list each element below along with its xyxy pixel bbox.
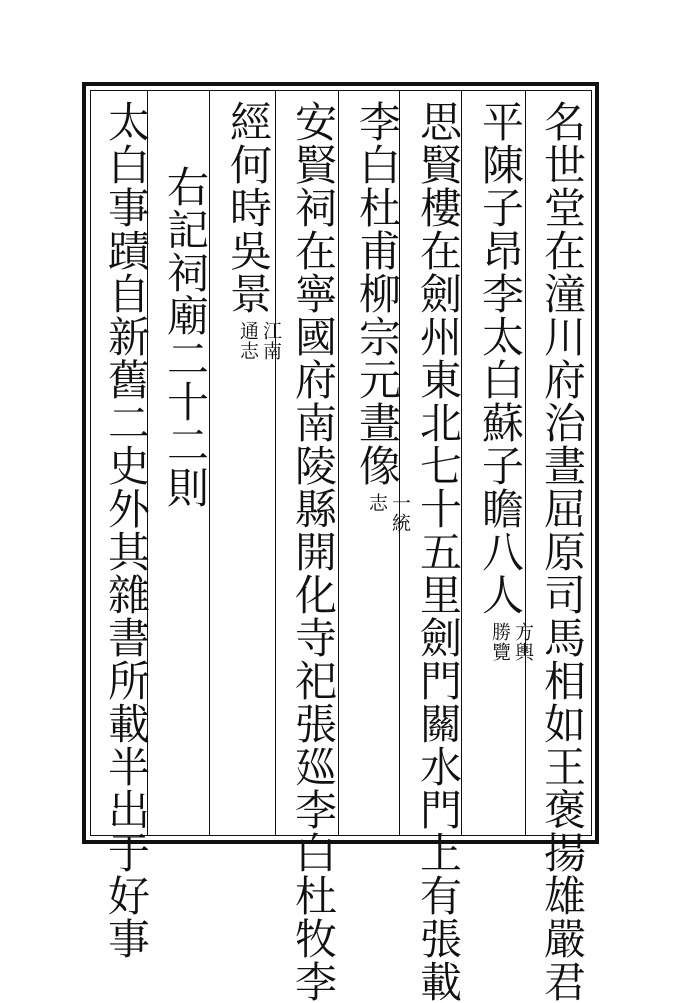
text-column [347, 100, 411, 542]
column-text: 安賢祠在寧國府南陵縣開化寺祀張廵李白杜牧李 [289, 100, 338, 1003]
source-note: 一統志 [366, 493, 411, 533]
text-column [470, 100, 534, 671]
column-text: 平陳子昂李太白蘇子瞻八人 [476, 100, 525, 616]
column-text: 太白事蹟自新舊二史外其雜書所載半出于好事 [102, 100, 151, 960]
text-column [283, 100, 343, 1003]
source-note: 江南通志 [237, 321, 282, 361]
column-text: 名世堂在潼川府治晝屈原司馬相如王褒揚雄嚴君 [538, 100, 587, 1003]
column-text: 經何時吳景 [224, 100, 273, 315]
text-column [408, 100, 468, 1003]
text-column [218, 100, 282, 370]
column-text: 李白杜甫柳宗元晝像 [353, 100, 402, 487]
text-column [96, 100, 156, 960]
column-text: 思賢樓在劍州東北七十五里劍門關水門上有張載 [414, 100, 463, 1003]
column-text: 右記祠廟二十二則 [161, 165, 210, 509]
source-note: 方輿勝覽 [489, 622, 534, 662]
text-column [532, 100, 592, 1003]
text-column [155, 165, 215, 509]
